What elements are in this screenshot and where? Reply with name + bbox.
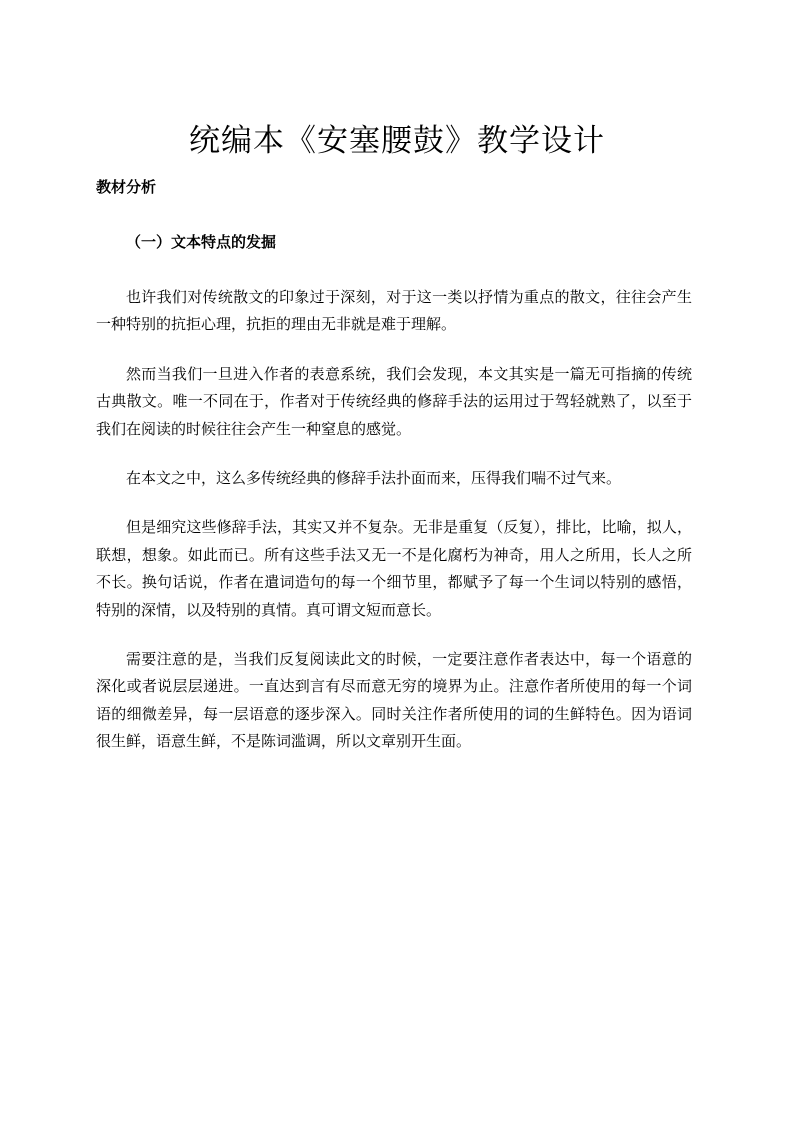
paragraph-3: 在本文之中，这么多传统经典的修辞手法扑面而来，压得我们喘不过气来。 [126, 469, 622, 488]
paragraph-5: 需要注意的是，当我们反复阅读此文的时候，一定要注意作者表达中，每一个语意的深化或者说层层递进。一直达到言有尽而意无穷的境界为止。注意作者所使用的每一个词语的细微差异，每一层语意的逐步深入。同时关注作者所使用的词的生鲜特色。因为语词很生鲜，语意生鲜，不是陈词滥调，所以文章别开生面。 [96, 650, 692, 751]
subsection-heading: （一）文本特点的发掘 [126, 233, 277, 251]
paragraph-4: 但是细究这些修辞手法，其实又并不复杂。无非是重复（反复），排比，比喻，拟人，联想，想象。如此而已。所有这些手法又无一不是化腐朽为神奇，用人之所用，长人之所不长。换句话说，作者在遣词造句的每一个细节里，都赋予了每一个生词以特别的感悟，特别的深情，以及特别的真情。真可谓文短而意长。 [96, 518, 692, 619]
section-heading: 教材分析 [96, 178, 157, 196]
document-title: 统编本《安塞腰鼓》教学设计 [189, 122, 605, 159]
body-text [96, 284, 692, 778]
paragraph-1: 也许我们对传统散文的印象过于深刻，对于这一类以抒情为重点的散文，往往会产生一种特别的抗拒心理，抗拒的理由无非就是难于理解。 [96, 288, 692, 334]
paragraph-2: 然而当我们一旦进入作者的表意系统，我们会发现，本文其实是一篇无可指摘的传统古典散文。唯一不同在于，作者对于传统经典的修辞手法的运用过于驾轻就熟了，以至于我们在阅读的时候往往会产生一种窒息的感觉。 [96, 364, 692, 438]
